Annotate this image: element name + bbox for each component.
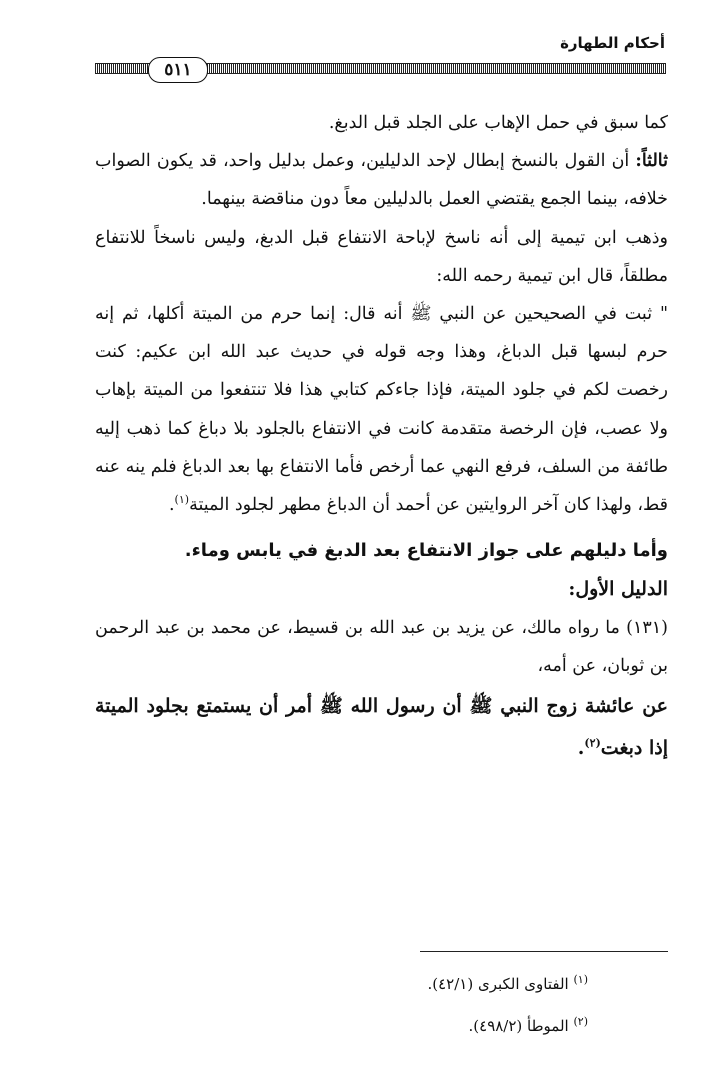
paragraph: كما سبق في حمل الإهاب على الجلد قبل الدبغ. bbox=[328, 113, 668, 133]
section-heading: وأما دليلهم على جواز الانتفاع بعد الدبغ في يابس وماء. bbox=[184, 540, 668, 562]
footnote-separator bbox=[420, 951, 668, 952]
page-number: ٥١١ bbox=[148, 57, 208, 83]
footnote: $^{(١)}$ الفتاوى الكبرى (٤٢/١). bbox=[427, 973, 588, 993]
footnotes bbox=[427, 963, 588, 1047]
footnote-marker: (٢) bbox=[584, 736, 601, 750]
running-header-title: أحكام الطهارة bbox=[560, 34, 665, 52]
main-text bbox=[95, 104, 668, 769]
footnote: $^{(٢)}$ الموطأ (٤٩٨/٢). bbox=[468, 1015, 588, 1035]
narration-chain: (١٣١) ما رواه مالك، عن يزيد بن عبد الله بن قسيط، عن محمد بن عبد الرحمن بن ثوبان، عن أمه، bbox=[95, 617, 668, 676]
footnote-marker: (١) bbox=[174, 493, 190, 507]
paragraph-lead: ثالثاً: bbox=[635, 151, 668, 172]
footnote-marker: (٢) bbox=[573, 1015, 588, 1028]
sub-heading: الدليل الأول: bbox=[568, 578, 668, 601]
paragraph: ثالثاً: أن القول بالنسخ إبطال لإحد الدليلين، وعمل بدليل واحد، قد يكون الصواب خلافه، بينما الجمع يقتضي العمل بالدليلين معاً دون مناقضة بينهما. bbox=[95, 151, 668, 210]
footnote-marker: (١) bbox=[573, 973, 588, 986]
quoted-paragraph: " ثبت في الصحيحين عن النبي ﷺ أنه قال: إنما حرم من الميتة أكلها، ثم إنه حرم لبسها قبل الدباغ، وهذا وجه قوله في حديث عبد الله ابن عكيم: كنت رخصت لكم في جلود الميتة، فإذا جاءكم كتابي هذا فلا تنتفعوا من الميتة بإهاب ولا عصب، فإن الرخصة متقدمة كانت في الانتفاع بالجلود بلا دباغ كما ذهب إليه طائفة من السلف، فرفع النهي عما أرخص فأما الانتفاع بها بعد الدباغ فلم ينه عنه قط، ولهذا كان آخر الروايتين عن أحمد أن الدباغ مطهر لجلود الميتة$^{(١)}$. bbox=[95, 304, 668, 516]
paragraph: وذهب ابن تيمية إلى أنه ناسخ لإباحة الانتفاع قبل الدبغ، وليس ناسخاً للانتفاع مطلقاً، قال ابن تيمية رحمه الله: bbox=[95, 227, 668, 286]
hadith-text: عن عائشة زوج النبي ﷺ أن رسول الله ﷺ أمر أن يستمتع بجلود الميتة إذا دبغت$^{(٢)}$. bbox=[95, 695, 668, 760]
